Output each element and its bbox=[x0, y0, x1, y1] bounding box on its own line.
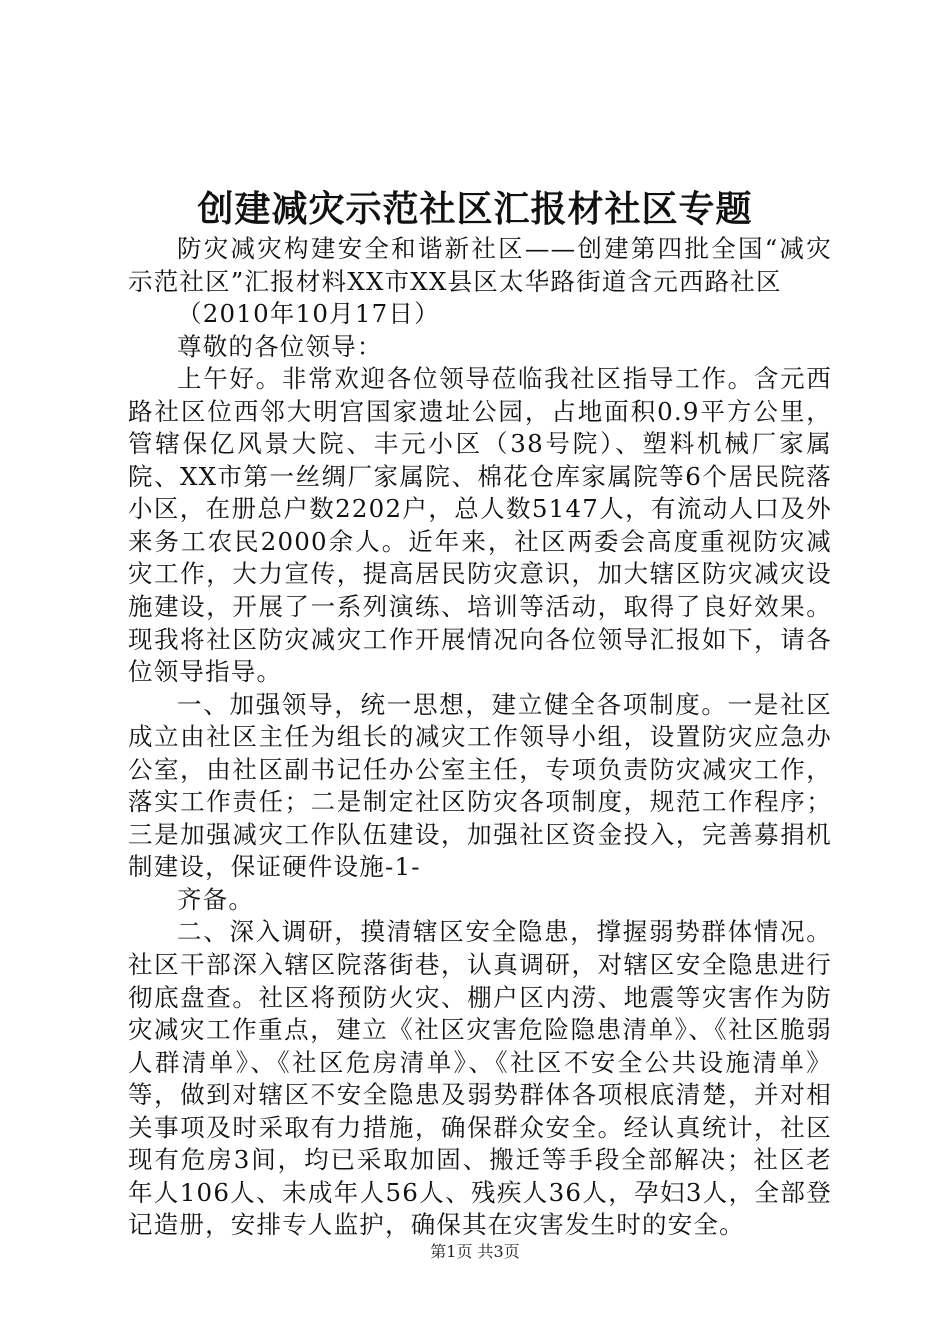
paragraph-section-two: 二、深入调研，摸清辖区安全隐患，撑握弱势群体情况。社区干部深入辖区院落街巷，认真调研，对辖区安全隐患进行彻底盘查。社区将预防火灾、棚户区内涝、地震等灾害作为防灾减灾工作重点，建立《社区灾害危险隐患清单》、《社区脆弱人群清单》、《社区危房清单》、《社区不安全公共设施清单》等，做到对辖区不安全隐患及弱势群体各项根底清楚，并对相关事项及时采取有力措施，确保群众安全。经认真统计，社区现有危房3间，均已采取加固、搬迁等手段全部解决；社区老年人106人、未成年人56人、残疾人36人，孕妇3人，全部登记造册，安排专人监护，确保其在灾害发生时的安全。 bbox=[128, 917, 832, 1240]
document-body bbox=[128, 233, 832, 1242]
paragraph-section-one-end: 齐备。 bbox=[177, 884, 255, 914]
page-footer: 第1页 共3页 bbox=[430, 1242, 520, 1261]
paragraph-salutation: 尊敬的各位领导： bbox=[177, 331, 383, 361]
paragraph-date: （2010年10月17日） bbox=[177, 299, 440, 329]
document-title: 创建减灾示范社区汇报材社区专题 bbox=[197, 188, 753, 230]
paragraph-greeting-intro: 上午好。非常欢迎各位领导莅临我社区指导工作。含元西路社区位西邻大明宫国家遗址公园，占地面积0.9平方公里，管辖保亿风景大院、丰元小区（38号院）、塑料机械厂家属院、XX市第一丝绸厂家属院、棉花仓库家属院等6个居民院落小区，在册总户数2202户，总人数5147人，有流动人口及外来务工农民2000余人。近年来，社区两委会高度重视防灾减灾工作，大力宣传，提高居民防灾意识，加大辖区防灾减灾设施建设，开展了一系列演练、培训等活动，取得了良好效果。现我将社区防灾减灾工作开展情况向各位领导汇报如下，请各位领导指导。 bbox=[128, 364, 832, 687]
paragraph-heading-line: 防灾减灾构建安全和谐新社区——创建第四批全国“减灾示范社区”汇报材料XX市XX县区太华路街道含元西路社区 bbox=[128, 234, 832, 296]
paragraph-section-one: 一、加强领导，统一思想，建立健全各项制度。一是社区成立由社区主任为组长的减灾工作领导小组，设置防灾应急办公室，由社区副书记任办公室主任，专项负责防灾减灾工作，落实工作责任；二是制定社区防灾各项制度，规范工作程序；三是加强减灾工作队伍建设，加强社区资金投入，完善募捐机制建设，保证硬件设施-1- bbox=[128, 689, 832, 882]
